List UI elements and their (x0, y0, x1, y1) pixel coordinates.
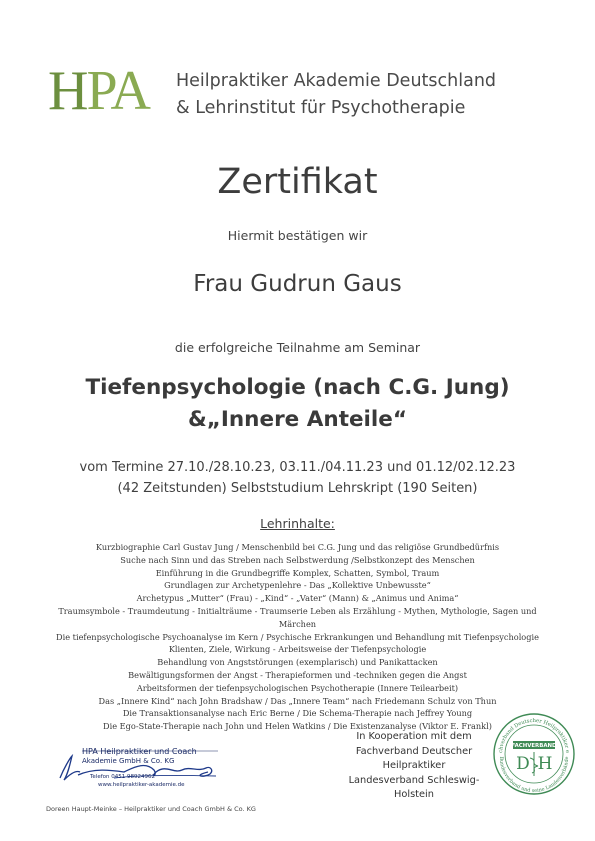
content-item: Traumsymbole - Traumdeutung - Initialträume - Traumserie Leben als Erzählung - Mythen, Mythologie, Sagen und (58, 605, 537, 616)
content-item: Die tiefenpsychologische Psychoanalyse im Kern / Psychische Erkrankungen und Behandlung mit Tiefenpsychologie (56, 631, 539, 642)
content-item: Einführung in die Grundbegriffe Komplex, Schatten, Symbol, Traum (155, 567, 440, 578)
cooperation-line: Holstein (394, 789, 434, 800)
content-item: Behandlung von Angststörungen (exemplarisch) und Panikattacken (157, 657, 438, 668)
cooperation-line: Fachverband Deutscher (355, 745, 473, 757)
confirm-text: Hiermit bestätigen wir (227, 228, 368, 243)
footer-signatory: Doreen Haupt-Meinke – Heilpraktiker und Coach GmbH & Co. KG (46, 805, 256, 813)
academy-name-line2: & Lehrinstitut für Psychotherapie (176, 98, 466, 118)
content-item: Märchen (278, 618, 317, 629)
content-item: Suche nach Sinn und das Streben nach Selbstwerdung /Selbstkonzept des Menschen (120, 554, 475, 565)
stamp-banner-text: FACHVERBAND (511, 743, 557, 750)
content-heading: Lehrinhalte: (260, 516, 335, 531)
stamp-hpa-line2: Akademie GmbH & Co. KG (82, 757, 175, 765)
content-item: Kurzbiographie Carl Gustav Jung / Menschenbild bei C.G. Jung und das religiöse Grundbedürfnis (95, 542, 500, 552)
stamp-letter-d: D (516, 754, 530, 774)
stamp-ring-top-text: chverband Deutscher Heilpraktiker e (497, 717, 571, 754)
cooperation-line: Heilpraktiker (382, 760, 446, 771)
seminar-title-line2: &„Innere Anteile“ (188, 407, 407, 432)
content-item: Die Ego-State-Therapie nach John und Helen Watkins / Die Existenzanalyse (Viktor E. Frankl) (103, 721, 492, 732)
recipient-name: Frau Gudrun Gaus (193, 271, 402, 297)
content-item: Die Transaktionsanalyse nach Eric Berne / Die Schema-Therapie nach Jeffrey Young (122, 708, 473, 719)
logo-letters-pa: PA (86, 60, 149, 122)
content-list (40, 541, 555, 733)
stamp-hpa-phone: Telefon 0451 98924962 (90, 774, 155, 780)
content-item: Bewältigungsformen der Angst - Therapieformen und -techniken gegen die Angst (128, 669, 467, 680)
cooperation-block (344, 730, 484, 803)
certificate-title: Zertifikat (217, 162, 378, 202)
fachverband-stamp (492, 712, 576, 796)
hpa-logo (48, 62, 172, 120)
stamp-ring-bottom-text: Bundesverband und seine Landesverbände (497, 756, 570, 795)
academy-name-line1: Heilpraktiker Akademie Deutschland (176, 71, 497, 91)
seminar-title-line1: Tiefenpsychologie (nach C.G. Jung) (85, 375, 510, 400)
content-item: Arbeitsformen der tiefenpsychologischen Psychotherapie (Innere Teilearbeit) (136, 682, 459, 693)
stamp-hpa-website: www.heilpraktiker-akademie.de (98, 782, 185, 788)
participation-text: die erfolgreiche Teilnahme am Seminar (174, 340, 421, 355)
cooperation-line: In Kooperation mit dem (356, 731, 472, 742)
stamp-hpa-line1: HPA Heilpraktiker und Coach (82, 747, 197, 756)
content-item: Klienten, Ziele, Wirkung - Arbeitsweise der Tiefenpsychologie (168, 644, 427, 655)
cooperation-line: Landesverband Schleswig- (348, 774, 480, 786)
stamp-letter-h: H (537, 754, 553, 774)
logo-letter-h: H (48, 60, 87, 122)
seminar-dates: vom Termine 27.10./28.10.23, 03.11./04.11.23 und 01.12/02.12.23 (79, 460, 516, 475)
content-item: Grundlagen zur Archetypenlehre - Das „Kollektive Unbewusste“ (164, 580, 431, 591)
content-item: Archetypus „Mutter“ (Frau) - „Kind“ - „Vater“ (Mann) & „Animus und Anima“ (136, 593, 459, 604)
academy-name (176, 68, 496, 122)
seminar-hours: (42 Zeitstunden) Selbststudium Lehrskript (190 Seiten) (117, 481, 478, 496)
content-item: Das „Innere Kind“ nach John Bradshaw / Das „Innere Team“ nach Friedemann Schulz von Thun (98, 695, 497, 706)
